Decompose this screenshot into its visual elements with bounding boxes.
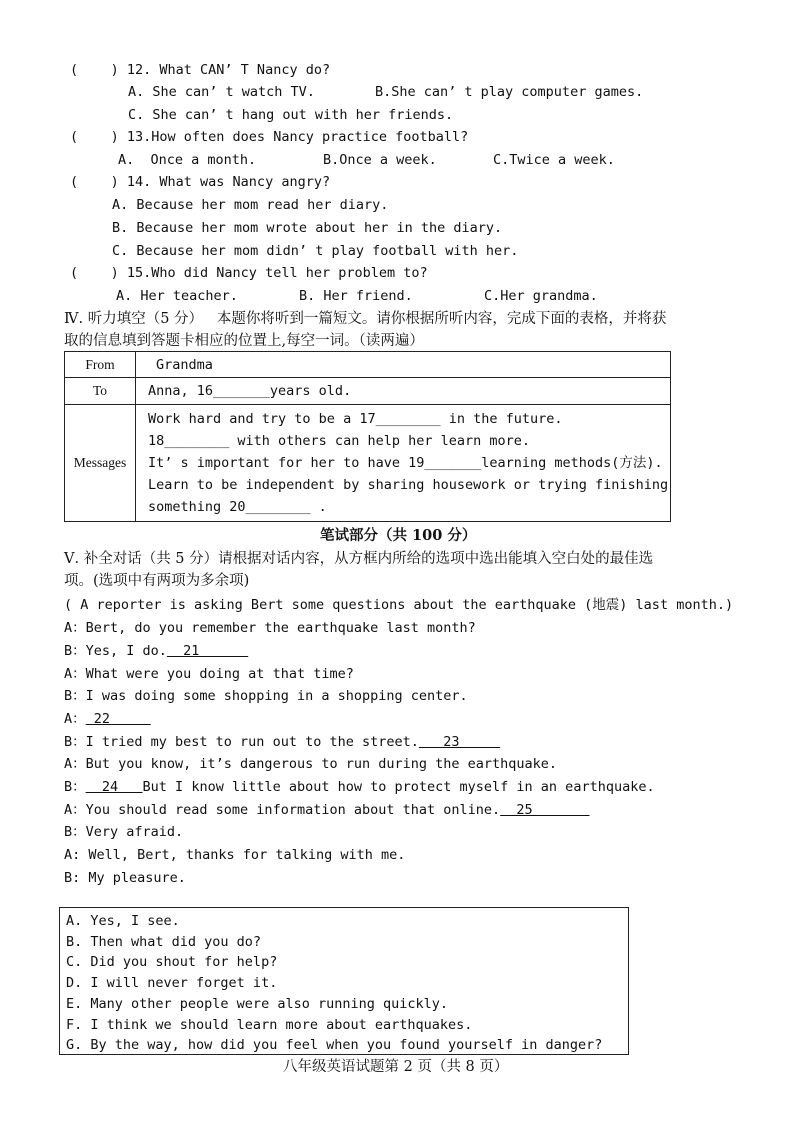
- q13-stem: ( ) 13.How often does Nancy practice football?: [70, 129, 469, 145]
- blank-22: 22: [85, 711, 151, 727]
- part4-title-line2: 取的信息填到答题卡相应的位置上,每空一词。（读两遍）: [64, 333, 424, 349]
- dialogue-line: B：I tried my best to run out to the street. 23: [64, 734, 501, 750]
- message-line-17: Work hard and try to be a 17________ in the future.: [148, 411, 563, 427]
- q15-option-c: C.Her grandma.: [484, 288, 598, 304]
- listening-table: [64, 351, 671, 522]
- blank-24: 24: [85, 779, 143, 795]
- message-line-18: 18________ with others can help her learn more.: [148, 433, 531, 449]
- option-e: E. Many other people were also running quickly.: [66, 995, 449, 1012]
- blank-25: 25: [500, 802, 590, 818]
- messages-label: Messages: [65, 405, 136, 522]
- dialogue-line: B: My pleasure.: [64, 870, 186, 886]
- option-b: B. Then what did you do?: [66, 933, 262, 950]
- page-footer: 八年级英语试题第 2 页（共 8 页）: [283, 1059, 509, 1075]
- q12-option-a: A. She can’ t watch TV.: [128, 84, 315, 100]
- blank-23: 23: [418, 734, 501, 750]
- message-line-independent: Learn to be independent by sharing housework or trying finishing: [148, 477, 669, 493]
- q13-option-a: A. Once a month.: [118, 152, 257, 168]
- dialogue-line: B： 24 But I know little about how to protect myself in an earthquake.: [64, 779, 655, 795]
- q14-option-c: C. Because her mom didn’ t play football with her.: [112, 243, 519, 259]
- q14-option-b: B. Because her mom wrote about her in the diary.: [112, 220, 503, 236]
- option-a: A. Yes, I see.: [66, 913, 180, 929]
- q15-option-b: B. Her friend.: [299, 288, 413, 304]
- q15-stem: ( ) 15.Who did Nancy tell her problem to?: [70, 265, 428, 281]
- from-label: From: [65, 352, 136, 378]
- options-box: [59, 907, 629, 1055]
- dialogue-line: B：I was doing some shopping in a shopping center.: [64, 688, 468, 704]
- message-line-20: something 20________ .: [148, 499, 327, 515]
- option-f: F. I think we should learn more about earthquakes.: [66, 1016, 473, 1033]
- messages-cell: [136, 405, 671, 522]
- dialogue-line: B：Yes, I do. 21: [64, 643, 249, 659]
- q15-option-a: A. Her teacher.: [116, 288, 238, 304]
- written-section-header: 笔试部分（共 100 分）: [320, 527, 477, 544]
- option-g: G. By the way, how did you feel when you found yourself in danger?: [66, 1037, 603, 1054]
- message-line-19: It’ s important for her to have 19_______learning methods(方法).: [148, 455, 663, 471]
- part5-title-line1: Ⅴ. 补全对话（共 5 分）请根据对话内容，从方框内所给的选项中选出能填入空白处的最佳选: [64, 551, 654, 567]
- q13-option-b: B.Once a week.: [323, 152, 437, 168]
- blank-21: 21: [166, 643, 249, 659]
- from-value: Grandma: [136, 352, 671, 378]
- q12-stem: ( ) 12. What CAN’ T Nancy do?: [70, 62, 331, 78]
- to-value: Anna, 16_______years old.: [136, 378, 671, 405]
- dialogue-line: A: Well, Bert, thanks for talking with me.: [64, 847, 406, 863]
- part4-title-line1: Ⅳ. 听力填空（5 分） 本题你将听到一篇短文。请你根据所听内容，完成下面的表格，并将获: [64, 311, 667, 327]
- dialogue-line: A：But you know, it’s dangerous to run during the earthquake.: [64, 756, 558, 772]
- q12-option-c: C. She can’ t hang out with her friends.: [128, 107, 454, 123]
- q12-option-b: B.She can’ t play computer games.: [375, 84, 644, 100]
- dialogue-line: B：Very afraid.: [64, 824, 184, 840]
- q14-option-a: A. Because her mom read her diary.: [112, 197, 389, 213]
- part5-title-line2: 项。(选项中有两项为多余项): [64, 573, 250, 589]
- option-d: D. I will never forget it.: [66, 975, 278, 992]
- option-c: C. Did you shout for help?: [66, 954, 278, 971]
- q13-option-c: C.Twice a week.: [493, 152, 615, 168]
- dialogue-line: A：Bert, do you remember the earthquake last month?: [64, 620, 476, 636]
- dialogue-line: A： 22: [64, 711, 151, 727]
- dialogue-line: A：What were you doing at that time?: [64, 666, 354, 682]
- to-label: To: [65, 378, 136, 405]
- dialogue-intro: ( A reporter is asking Bert some questions about the earthquake (地震) last month.): [64, 597, 734, 613]
- q14-stem: ( ) 14. What was Nancy angry?: [70, 174, 331, 190]
- dialogue-line: A：You should read some information about that online. 25: [64, 802, 590, 818]
